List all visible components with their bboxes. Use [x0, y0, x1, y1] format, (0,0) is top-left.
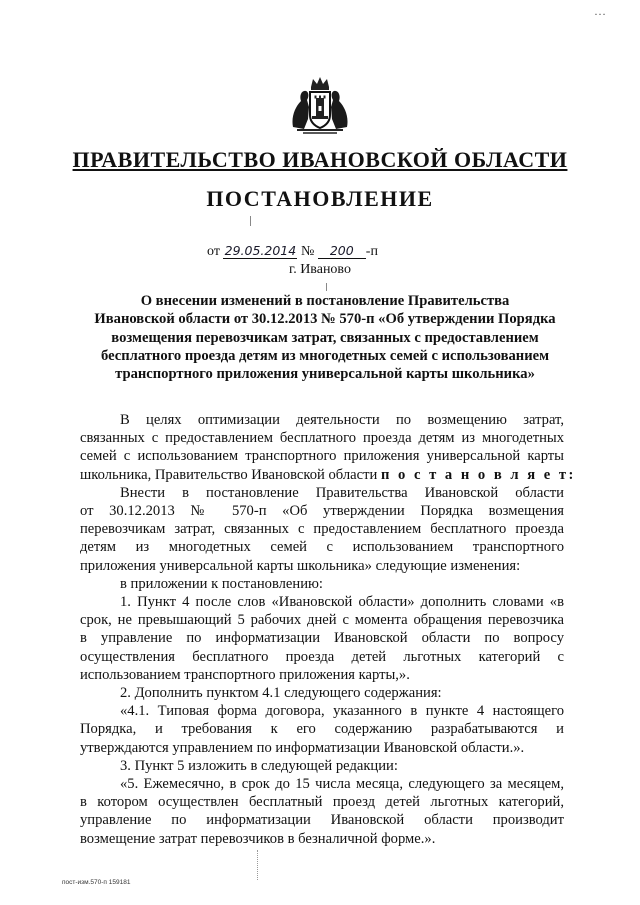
body-line: В целях оптимизации деятельности по возмещению затрат, — [120, 412, 564, 428]
body-line: приложения универсальной карты школьника» следующие изменения: — [80, 557, 521, 574]
body-line: в управление по информатизации Ивановской области по вопросу — [80, 630, 564, 647]
document-number: 200 — [318, 243, 366, 259]
government-heading: ПРАВИТЕЛЬСТВО ИВАНОВСКОЙ ОБЛАСТИ — [72, 147, 568, 172]
title-line: О внесении изменений в постановление Правительства — [140, 293, 510, 309]
body-line: 2. Дополнить пунктом 4.1 следующего содержания: — [120, 685, 442, 702]
title-line: транспортного приложения универсальной карты школьника» — [115, 366, 535, 383]
body-line: «4.1. Типовая форма договора, указанного в пункте 4 настоящего — [120, 703, 564, 720]
scan-mark — [257, 850, 259, 880]
body-line: перевозчикам затрат, связанных с предоставлением бесплатного проезда — [80, 521, 564, 538]
body-line: «5. Ежемесячно, в срок до 15 числа месяца, следующего за месяцем, — [120, 776, 564, 793]
body-line: Порядка, и требования к его содержанию разрабатываются и — [80, 721, 564, 738]
body-line: осуществления бесплатного проезда детей льготных категорий с — [80, 648, 564, 665]
title-line: Ивановской области от 30.12.2013 № 570-п «Об утверждении Порядка — [94, 311, 556, 328]
resolves-emphasis: п о с т а н о в л я е т: — [380, 466, 576, 483]
document-date: 29.05.2014 — [224, 243, 297, 258]
body-text: школьника, Правительство Ивановской области — [80, 466, 381, 483]
body-line: связанных с предоставлением бесплатного проезда детям из многодетных — [80, 430, 564, 447]
body-line: использованием транспортного приложения карты,». — [80, 666, 410, 683]
corner-mark: … — [594, 4, 606, 18]
document-body — [80, 411, 576, 848]
scan-mark — [326, 283, 327, 291]
body-line: срок, не превышающий 5 рабочих дней с момента обращения перевозчика — [80, 612, 564, 629]
body-line: в котором осуществлен бесплатный проезд детей льготных категорий, — [80, 794, 564, 811]
date-prefix: от — [207, 244, 220, 259]
body-line: детям из многодетных семей с использованием транспортного — [80, 539, 564, 556]
date-number-line — [207, 243, 378, 260]
body-line: управление по информатизации Ивановской области производит — [80, 812, 564, 829]
body-line — [80, 466, 576, 484]
body-line: 1. Пункт 4 после слов «Ивановской области» дополнить словами «в — [120, 594, 564, 611]
number-suffix: -п — [365, 244, 378, 259]
document-type-heading: ПОСТАНОВЛЕНИЕ — [206, 186, 434, 211]
title-line: бесплатного проезда детям из многодетных семей с использованием — [100, 347, 550, 364]
body-line: 3. Пункт 5 изложить в следующей редакции: — [120, 757, 398, 774]
coat-of-arms-emblem — [289, 73, 351, 135]
scan-mark — [250, 216, 251, 226]
body-line: Внести в постановление Правительства Ивановской области — [120, 484, 564, 501]
document-title — [85, 292, 565, 383]
body-line: в приложении к постановлению: — [120, 575, 323, 592]
number-label: № — [300, 244, 315, 259]
body-line: от 30.12.2013 № 570-п «Об утверждении Порядка возмещения — [80, 503, 564, 520]
body-line: утверждаются управлением по информатизации Ивановской области.». — [80, 739, 525, 756]
footer-file-reference: пост-изм.570-п 159181 — [62, 879, 131, 886]
city-line: г. Иваново — [289, 262, 351, 277]
title-line: возмещения перевозчикам затрат, связанных с предоставлением — [111, 329, 539, 346]
body-line: семей с использованием транспортного приложения универсальной карты — [80, 448, 564, 465]
body-line: возмещение затрат перевозчиков в безналичной форме.». — [80, 830, 436, 847]
